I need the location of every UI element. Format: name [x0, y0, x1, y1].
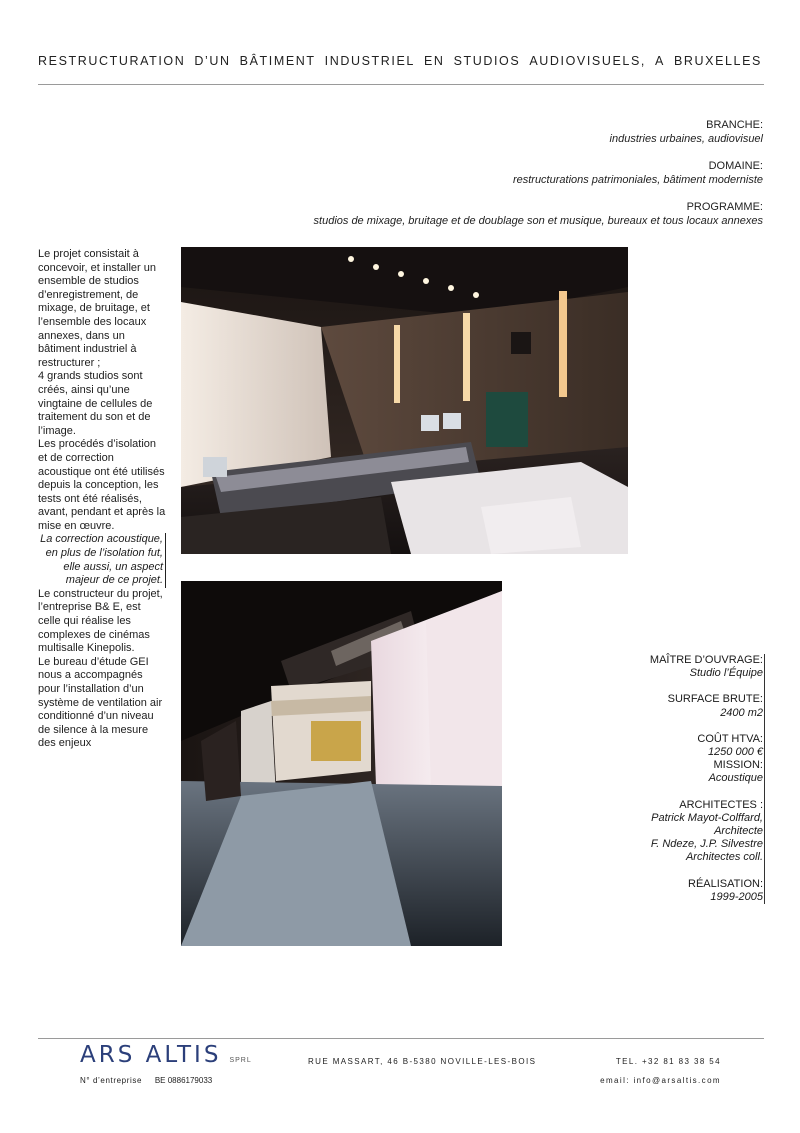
- cout-value: 1250 000 €: [707, 746, 763, 759]
- paragraph-studios: 4 grands studios sont créés, ainsi qu’une vingtaine de cellules de traitement du son et de l’image.: [38, 370, 153, 437]
- mission-label: MISSION:: [713, 759, 763, 772]
- studio-control-room-photo: [181, 247, 628, 554]
- title-word: BÂTIMENT: [239, 54, 316, 68]
- footer-address: RUE MASSART, 46 B-5380 NOVILLE-LES-BOIS: [308, 1057, 537, 1066]
- document-title: [38, 54, 762, 68]
- description-column: [38, 248, 166, 751]
- company-number: BE 0886179033: [154, 1076, 213, 1085]
- architectes-line: Patrick Mayot-Colffard,: [651, 811, 763, 824]
- title-word: BRUXELLES: [673, 54, 762, 68]
- project-meta-top: [203, 118, 763, 241]
- realisation-value: 1999-2005: [710, 890, 763, 903]
- surface-block: [563, 693, 763, 719]
- architectes-line: F. Ndeze, J.P. Silvestre: [650, 838, 763, 851]
- domaine-block: [203, 159, 763, 187]
- programme-label: PROGRAMME:: [686, 201, 763, 213]
- realisation-block: [563, 878, 763, 904]
- paragraph-constructeur: Le constructeur du projet, l’entreprise B& E, est celle qui réalise les complexes de cinémas multisalle Kinepolis.: [38, 587, 163, 655]
- paragraph-intro: Le projet consistait à concevoir, et installer un ensemble de studios d’enregistrement, de mixage, de bruitage, et l’ensemble des locaux annexes, dans un bâtiment industriel à restructurer ;: [38, 248, 157, 369]
- title-word: D’UN: [194, 54, 231, 68]
- programme-value: studios de mixage, bruitage et de doublage son et musique, bureaux et tous locaux annexes: [313, 215, 763, 227]
- surface-label: SURFACE BRUTE:: [667, 693, 763, 706]
- domaine-value: restructurations patrimoniales, bâtiment moderniste: [512, 174, 763, 186]
- company-registration: [80, 1076, 212, 1085]
- programme-block: [203, 200, 763, 228]
- maitre-ouvrage-label: MAÎTRE D’OUVRAGE:: [649, 654, 763, 666]
- top-divider: [38, 84, 764, 85]
- architectes-block: [563, 799, 763, 865]
- studio-corridor-photo: [181, 581, 502, 946]
- title-word: RESTRUCTURATION: [38, 54, 186, 68]
- cout-block: [563, 733, 763, 759]
- footer-phone: TEL. +32 81 83 38 54: [615, 1057, 721, 1066]
- title-word: STUDIOS: [453, 54, 521, 68]
- company-logo: [80, 1042, 252, 1068]
- domaine-label: DOMAINE:: [708, 160, 763, 172]
- architectes-label: ARCHITECTES :: [679, 798, 763, 811]
- branche-label: BRANCHE:: [706, 119, 763, 131]
- pull-quote: La correction acoustique, en plus de l’isolation fut, elle aussi, un aspect majeur de ce projet.: [38, 533, 166, 587]
- paragraph-isolation: Les procédés d’isolation et de correction acoustique ont été utilisés depuis la conception, les tests ont été réalisés, avant, pendant et après la mise en œuvre.: [38, 438, 166, 532]
- mission-value: Acoustique: [708, 772, 763, 785]
- project-meta-side: [563, 654, 765, 904]
- logo-suffix: SPRL: [229, 1057, 252, 1064]
- company-number-label: N° d’entreprise: [80, 1076, 142, 1085]
- architectes-line: Architecte: [714, 825, 763, 838]
- paragraph-bureau-etude: Le bureau d’étude GEI nous a accompagnés pour l’installation d’un système de ventilation air conditionné d’un niveau de silence à la mesure des enjeux: [38, 655, 163, 750]
- bottom-divider: [38, 1038, 764, 1039]
- footer-email: email: info@arsaltis.com: [600, 1076, 721, 1085]
- realisation-label: RÉALISATION:: [688, 877, 763, 890]
- architectes-line: Architectes coll.: [685, 851, 763, 864]
- branche-value: industries urbaines, audiovisuel: [609, 133, 763, 145]
- title-word: EN: [423, 54, 445, 68]
- surface-value: 2400 m2: [720, 706, 763, 719]
- logo-name: ARS ALTIS: [80, 1042, 222, 1068]
- title-word: INDUSTRIEL: [324, 54, 415, 68]
- branche-block: [203, 118, 763, 146]
- mission-block: [563, 759, 763, 785]
- title-word: AUDIOVISUELS,: [529, 54, 646, 68]
- cout-label: COÛT HTVA:: [697, 732, 763, 745]
- maitre-ouvrage-value: Studio l’Équipe: [689, 667, 763, 680]
- title-word: A: [655, 54, 665, 68]
- maitre-ouvrage-block: [563, 654, 763, 680]
